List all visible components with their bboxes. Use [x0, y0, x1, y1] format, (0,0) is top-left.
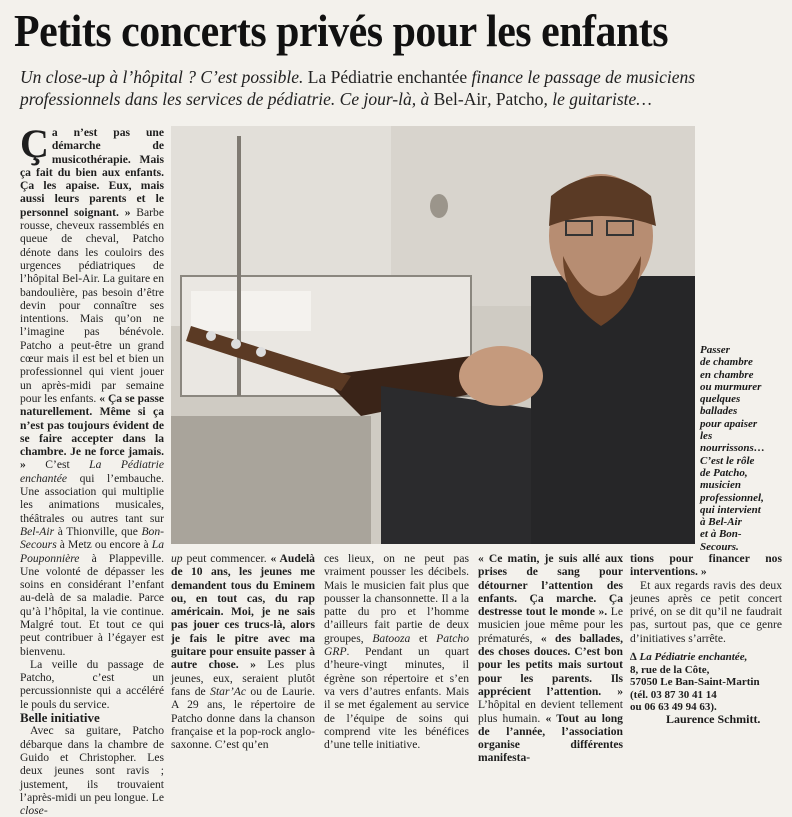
col1-text-2: C’est — [25, 458, 90, 472]
col2-text-2: peut commencer. — [182, 552, 271, 565]
col4-quote-1: « Ce matin, je suis allé aux prises de sang pour détourner l’attention des enfants. Ça marche. Ça destresse tout le monde ». — [478, 552, 623, 619]
standfirst-roman-1: La Pédiatrie enchantée — [303, 67, 472, 87]
col1-text-5: à Metz ou encore à — [56, 538, 152, 552]
caption-line: Secours. — [700, 540, 739, 553]
col5-paragraph-1 — [630, 552, 782, 579]
col2-text-4: ou de Laurie. A 29 ans, le répertoire de Patcho donne dans la chanson française et la pop-rock anglo-saxonne. C’est qu’en — [171, 684, 315, 752]
caption-line: professionnel, — [700, 491, 764, 504]
col1-text-6: à Plappeville. Une volonté de dépasser les soins en considérant l’enfant au-delà de sa maladie. Parce qu’à l’hôpital, la vie continue. Malgré tout. Et tout ce qui peut contribuer à l’égayer est bienvenu. — [20, 551, 164, 658]
col2-paragraph — [171, 552, 315, 751]
col3-text-2: et — [410, 631, 437, 645]
address-line-3: 57050 Le Ban-Saint-Martin — [630, 676, 760, 689]
standfirst-roman-3: Patcho — [495, 89, 544, 109]
caption-line: ballades — [700, 405, 738, 418]
article-column-3 — [324, 552, 469, 751]
col4-quote-2: « des ballades, des choses douces. C’est bon pour les petits mais surtout pour les parents. Ils apprécient l’attention. » — [478, 631, 623, 698]
col4-text-2: L’hôpital en devient tellement plus humain. — [478, 698, 623, 725]
caption-line: quelques — [700, 393, 741, 406]
caption-line: nourrissons… — [700, 442, 765, 455]
caption-line: en chambre — [700, 368, 754, 381]
col3-band-1: Batooza — [372, 631, 411, 645]
col1-text-8: close- — [20, 804, 48, 817]
col2-text-1: up — [171, 552, 183, 565]
drop-cap: Ç — [20, 121, 49, 166]
col1-association-name: La Pédiatrie enchantée — [20, 458, 164, 485]
caption-line: qui intervient — [700, 503, 761, 516]
col4-quote-3: « Tout au long de l’année, l’association organise différentes manifesta- — [478, 711, 623, 765]
caption-line: pour apaiser — [700, 417, 758, 430]
col1-text-7: Avec sa guitare, Patcho débarque dans la chambre de Guido et Christopher. Les deux jeunes sont ravis ; justement, ils trouvaient l’après-midi un peu longue. Le — [20, 724, 164, 804]
col1-hospital-3: La Pouponnière — [20, 538, 164, 565]
standfirst-italic-1: Un close-up à l’hôpital ? C’est possible. — [20, 67, 304, 87]
headline: Petits concerts privés pour les enfants — [14, 6, 669, 56]
standfirst-italic-3: , — [487, 89, 496, 109]
col4-paragraph — [478, 552, 623, 765]
article-column-4 — [478, 552, 623, 765]
col1-paragraph-3 — [20, 724, 164, 817]
address-line-5: ou 06 63 49 94 63). — [630, 701, 717, 714]
col1-hospital-1: Bel-Air — [20, 524, 55, 538]
col2-text-3: Les plus jeunes, eux, seraient plutôt fans de — [171, 658, 315, 698]
col2-show-name: Star’Ac — [210, 684, 246, 698]
col3-paragraph — [324, 552, 469, 751]
col1-text-1: Barbe rousse, cheveux rassemblés en queue de cheval, Patcho dénote dans les couloirs des urgences pédiatriques de l’hôpital Bel-Air. La guitare en bandoulière, pas besoin d’être devin pour connaître ses intentions. Mais qu’on ne l’imagine pas bénévole. Patcho a peut-être un grand cœur mais il est bel et bien un professionnel qui vient jouer un après-midi par semaine pour les enfants. — [20, 205, 164, 405]
photo-guitarist — [171, 126, 695, 544]
col3-band-2: Patcho GRP — [324, 631, 469, 659]
address-line-4: (tél. 03 87 30 41 14 — [630, 688, 717, 701]
standfirst-italic-2: finance le passage de musiciens professionnels dans les services de pédiatrie. Ce jour-là, à — [20, 67, 696, 109]
caption-line: de chambre — [700, 356, 753, 369]
author-signature: Laurence Schmitt. — [666, 712, 761, 726]
photo-caption — [700, 344, 782, 553]
caption-line: de Patcho, — [700, 466, 748, 479]
address-line-2: 8, rue de la Côte, — [630, 663, 710, 676]
col1-text-3: qui l’embauche. Une association qui multiplie les animations musicales, théâtrales ou autres tant sur — [20, 471, 164, 525]
col1-quote-1: a n’est pas une démarche de musicothérapie. Mais ça fait du bien aux enfants. Ça les apaise. Eux, mais aussi leurs parents et le personnel soignant. » — [20, 126, 164, 219]
subhead-belle-initiative: Belle initiative — [20, 710, 100, 726]
standfirst-roman-2: Bel-Air — [433, 89, 488, 109]
photo-illustration — [171, 126, 695, 544]
caption-line: Passer — [700, 344, 730, 356]
caption-line: à Bel-Air — [700, 516, 742, 529]
caption-line: les — [700, 430, 713, 443]
col1-hospital-2: Bon-Secours — [20, 524, 164, 552]
caption-line: ou murmurer — [700, 380, 762, 393]
article-column-2 — [171, 552, 315, 751]
col1-quote-2: « Ça se passe naturellement. Même si ça n’est pas toujours évident de se faire accepter dans la chambre. Je ne force jamais. » — [20, 391, 164, 472]
address-line-1: ∆ La Pédiatrie enchantée, — [630, 651, 748, 664]
col3-text-3: . Pendant un quart d’heure-vingt minutes, il égrène son répertoire et s’en va vers d’autres enfants. Mais il se met également au service de l’équipe de soins qui comprend vite les bénéfices d’une telle initiative. — [324, 645, 469, 752]
caption-line: et à Bon- — [700, 528, 742, 541]
article-column-5 — [630, 552, 782, 714]
col3-text-1: ces lieux, on ne peut pas vraiment pousser les décibels. Mais le musicien fait plus que pousser la chansonnette. Il a la patte du pro et l’homme d’ailleurs fait partie de deux groupes, — [324, 552, 469, 645]
caption-line: C’est le rôle — [700, 454, 755, 467]
col5-quote: tions pour financer nos interventions. » — [630, 552, 782, 579]
col5-paragraph-2: Et aux regards ravis des deux jeunes après ce petit concert privé, on se dit qu’il ne faudrait pas, surtout pas, que ce genre d’initiatives s’arrête. — [630, 578, 782, 645]
caption-line: musicien — [700, 479, 741, 492]
col2-quote: « Audelà de 10 ans, les jeunes me demandent tous du Eminem ou, en tout cas, du rap américain. Moi, je ne sais pas jouer ces trucs-là, alors je fais le pitre avec ma guitare pour ensuite passer à autre chose. » — [171, 552, 315, 672]
article-column-1 — [20, 121, 164, 817]
col4-text-1: Le musicien joue même pour les prématurés, — [478, 605, 623, 645]
standfirst-italic-4: , le guitariste… — [543, 89, 652, 109]
col1-paragraph-1 — [20, 121, 164, 658]
col1-text-4: à Thionville, que — [54, 524, 142, 538]
association-address — [630, 651, 782, 714]
col1-paragraph-2: La veille du passage de Patcho, c’est un percussionniste qui a accéléré le pouls du service. — [20, 657, 164, 711]
standfirst — [20, 66, 780, 110]
